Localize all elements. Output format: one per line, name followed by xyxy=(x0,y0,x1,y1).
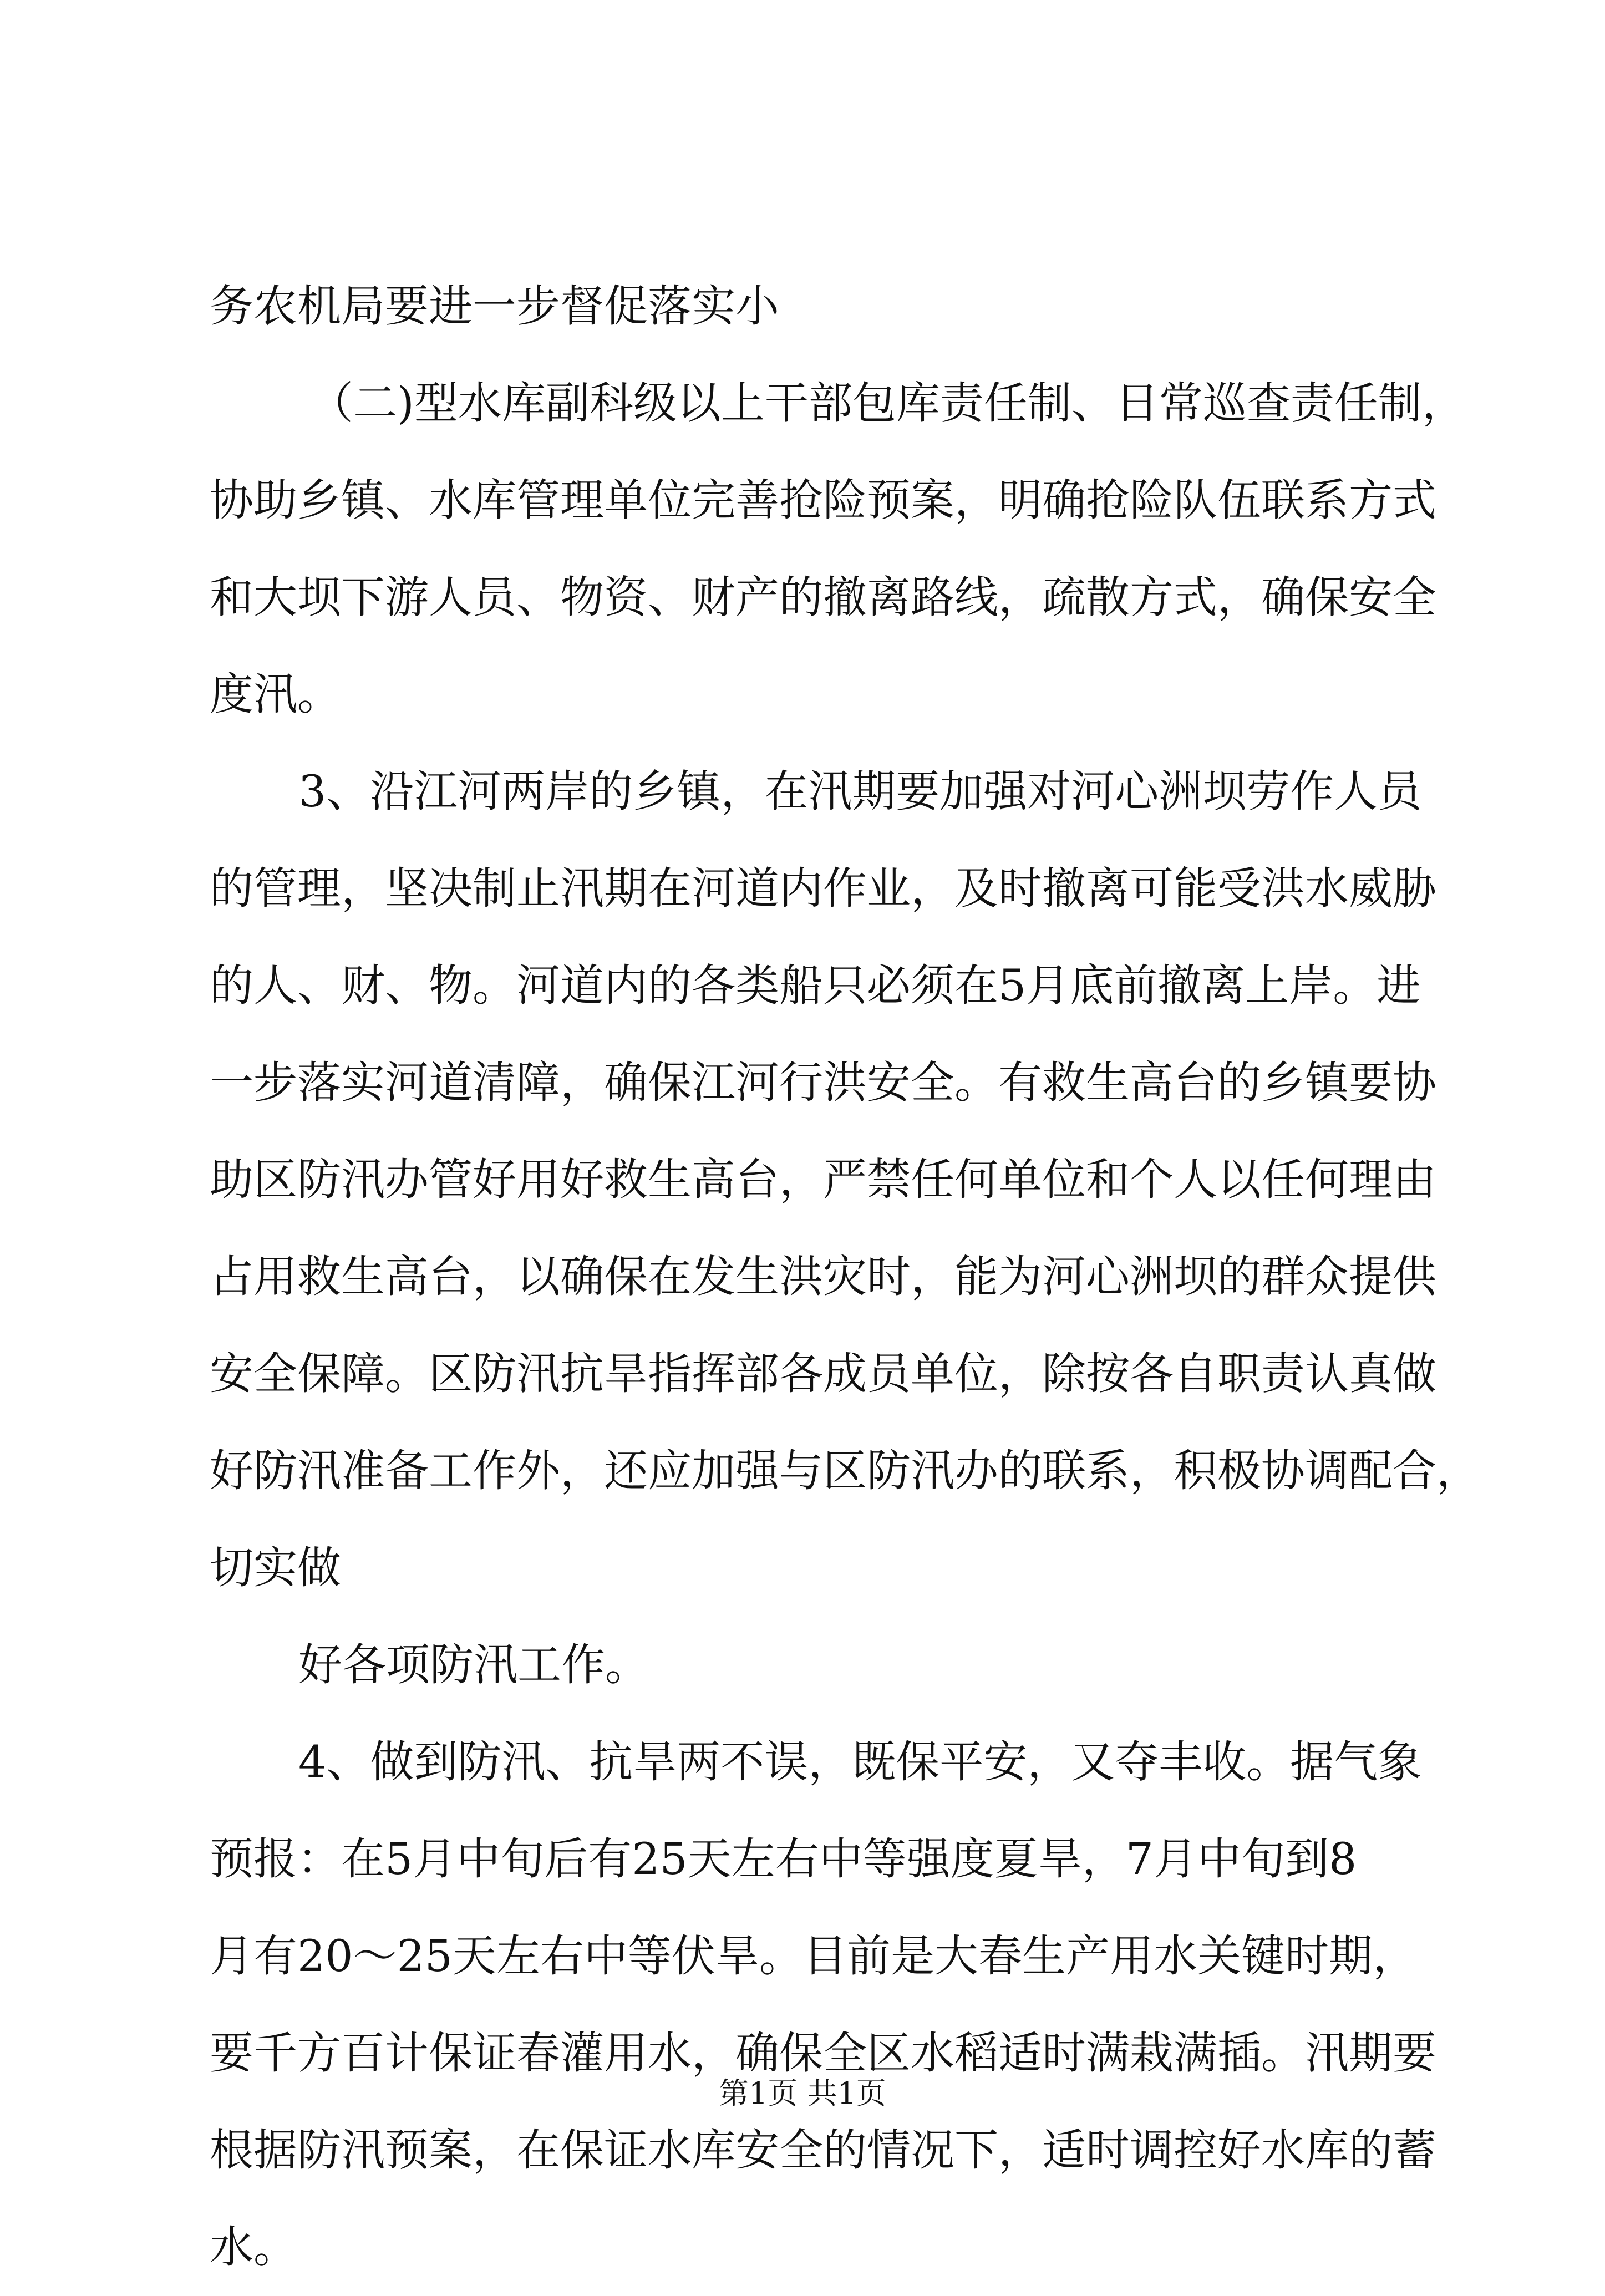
text-line: 安全保障。区防汛抗旱指挥部各成员单位，除按各自职责认真做 xyxy=(210,1348,1436,1399)
text-line: 一步落实河道清障，确保江河行洪安全。有救生高台的乡镇要协 xyxy=(210,1057,1436,1108)
text-line: 协助乡镇、水库管理单位完善抢险预案，明确抢险队伍联系方式 xyxy=(210,475,1436,526)
text-line: 助区防汛办管好用好救生高台，严禁任何单位和个人以任何理由 xyxy=(210,1154,1436,1205)
text-line: 的人、财、物。河道内的各类船只必须在5月底前撤离上岸。进 xyxy=(210,960,1421,1011)
text-line: 好防汛准备工作外，还应加强与区防汛办的联系，积极协调配合， xyxy=(210,1445,1480,1496)
text-line: 度汛。 xyxy=(210,669,341,720)
text-line: 切实做 xyxy=(210,1542,341,1593)
page-number-footer: 第1页 共1页 xyxy=(719,2076,886,2111)
text-line: 3、沿江河两岸的乡镇，在汛期要加强对河心洲坝劳作人员 xyxy=(298,766,1422,817)
text-line: 要千方百计保证春灌用水，确保全区水稻适时满栽满插。汛期要 xyxy=(210,2028,1436,2079)
document-body xyxy=(210,258,1480,2296)
text-line: （二)型水库副科级以上干部包库责任制、日常巡查责任制， xyxy=(309,378,1466,429)
text-line: 的管理，坚决制止汛期在河道内作业，及时撤离可能受洪水威胁 xyxy=(210,863,1436,914)
text-line: 预报：在5月中旬后有25天左右中等强度夏旱，7月中旬到8 xyxy=(210,1833,1357,1884)
text-line: 占用救生高台，以确保在发生洪灾时，能为河心洲坝的群众提供 xyxy=(210,1251,1436,1302)
text-line: 和大坝下游人员、物资、财产的撤离路线，疏散方式，确保安全 xyxy=(210,572,1436,623)
text-line: 务农机局要进一步督促落实小 xyxy=(210,281,779,332)
text-line: 4、做到防汛、抗旱两不误，既保平安，又夺丰收。据气象 xyxy=(298,1736,1422,1787)
text-line: 好各项防汛工作。 xyxy=(298,1639,649,1690)
text-line: 月有20～25天左右中等伏旱。目前是大春生产用水关键时期， xyxy=(210,1931,1417,1982)
text-line: 根据防汛预案，在保证水库安全的情况下，适时调控好水库的蓄 xyxy=(210,2125,1436,2176)
text-line: 水。 xyxy=(210,2222,297,2273)
